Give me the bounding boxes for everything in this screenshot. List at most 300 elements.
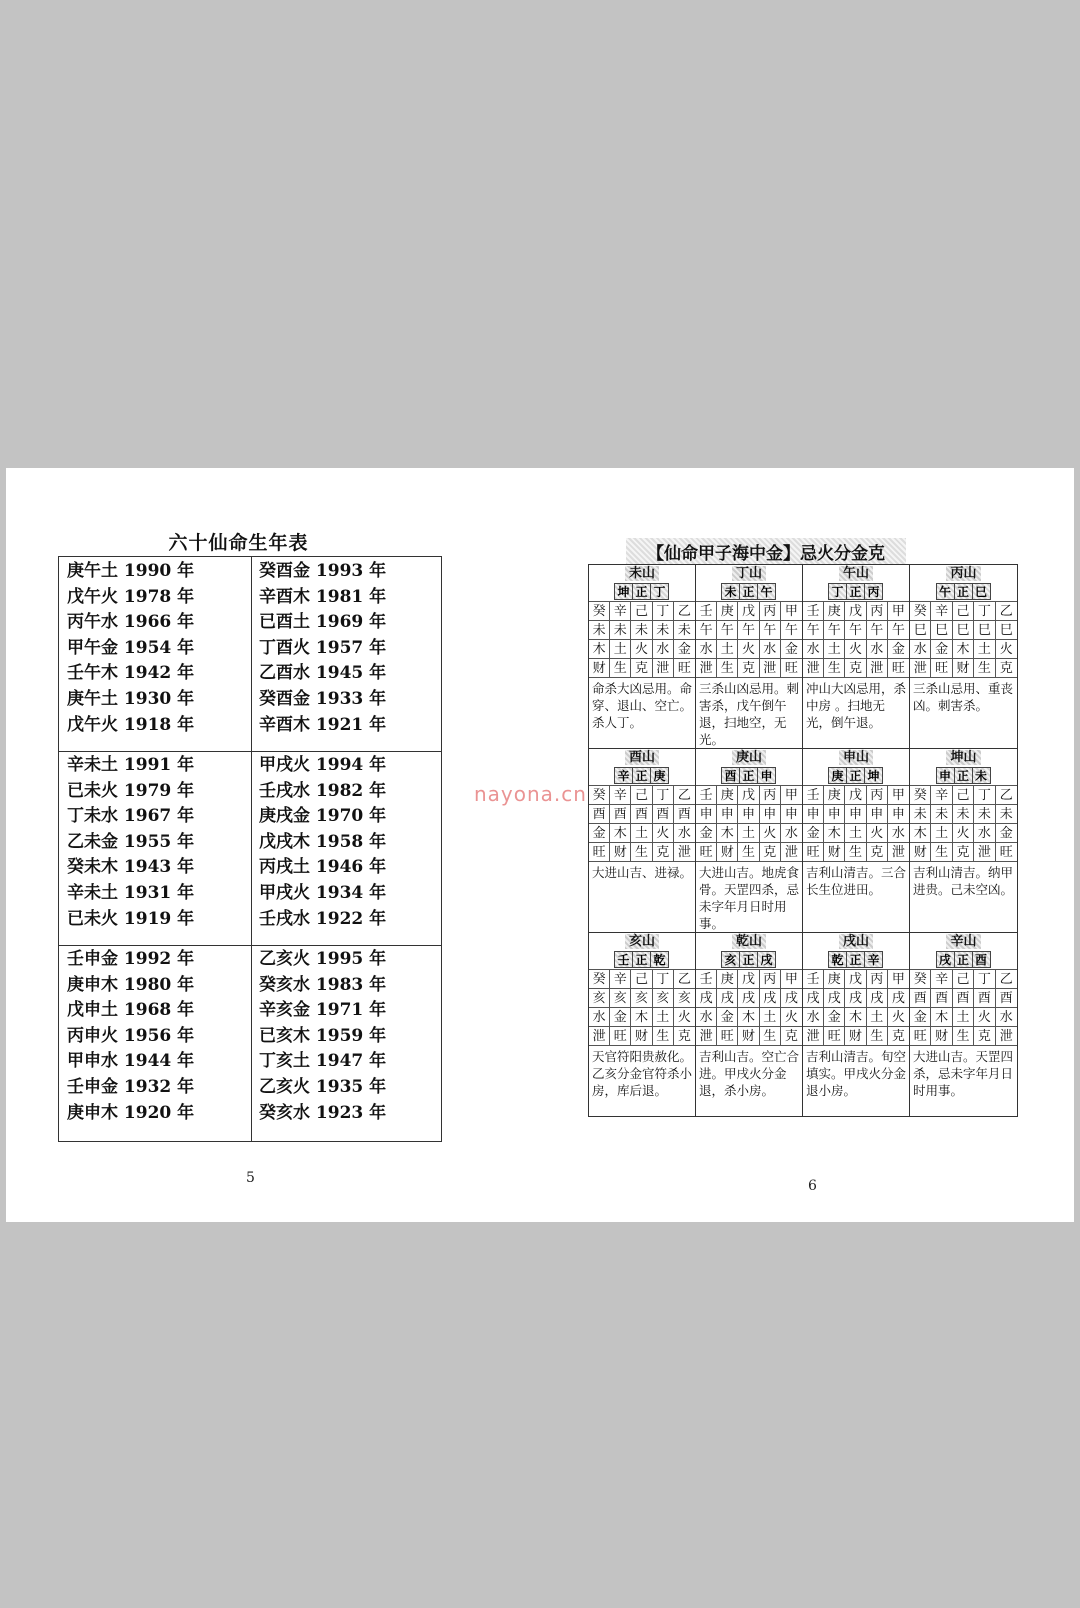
mountain-name xyxy=(910,749,1017,767)
sub-mountain-row xyxy=(910,951,1017,970)
fen-jin-cell: 癸 xyxy=(589,786,610,805)
mountain-block xyxy=(696,565,803,748)
fen-jin-cell: 申 xyxy=(845,805,866,824)
fen-jin-cell: 未 xyxy=(631,621,652,640)
fen-jin-cell: 巳 xyxy=(974,621,995,640)
fen-jin-cell: 金 xyxy=(824,1008,845,1027)
year-entry: 癸亥水 1983 年 xyxy=(259,974,387,995)
fen-jin-cell: 酉 xyxy=(653,805,674,824)
sub-mountain-row xyxy=(803,951,909,970)
fen-jin-cell: 财 xyxy=(738,1027,759,1046)
mountain-grid xyxy=(588,564,1018,1117)
fen-jin-cell: 旺 xyxy=(910,1027,931,1046)
fen-jin-cell: 未 xyxy=(610,621,631,640)
fen-jin-cell: 丙 xyxy=(760,602,781,621)
fen-jin-cell: 克 xyxy=(953,843,974,862)
mountain-name xyxy=(910,565,1017,583)
fen-jin-cell: 金 xyxy=(717,1008,738,1027)
fen-jin-cell: 庚 xyxy=(717,602,738,621)
fen-jin-cell: 财 xyxy=(610,843,631,862)
fen-jin-cells xyxy=(696,970,802,1046)
fen-jin-cell: 亥 xyxy=(653,989,674,1008)
fen-jin-cell: 金 xyxy=(910,1008,931,1027)
fen-jin-cell: 土 xyxy=(824,640,845,659)
mountain-block xyxy=(696,933,803,1116)
fen-jin-cell: 辛 xyxy=(610,602,631,621)
fen-jin-cell: 戊 xyxy=(738,786,759,805)
fen-jin-cell: 财 xyxy=(631,1027,652,1046)
sub-mountain: 正 xyxy=(739,583,758,600)
fen-jin-cell: 辛 xyxy=(610,786,631,805)
fen-jin-cell: 甲 xyxy=(888,786,909,805)
fen-jin-cell: 土 xyxy=(867,1008,888,1027)
fen-jin-cell: 乙 xyxy=(674,602,695,621)
fen-jin-cell: 午 xyxy=(781,621,802,640)
mountain-name-text: 酉山 xyxy=(625,750,659,765)
year-entry: 已未火 1979 年 xyxy=(67,780,195,801)
fen-jin-cell: 土 xyxy=(931,824,952,843)
fen-jin-cells xyxy=(803,970,909,1046)
year-entry: 庚午土 1990 年 xyxy=(67,561,195,581)
mountain-name xyxy=(696,749,802,767)
fen-jin-cell: 未 xyxy=(674,621,695,640)
mountain-name xyxy=(803,565,909,583)
fen-jin-cell: 戌 xyxy=(781,989,802,1008)
left-page-number: 5 xyxy=(246,1170,255,1186)
fen-jin-cell: 木 xyxy=(631,1008,652,1027)
sub-mountain: 未 xyxy=(972,767,991,784)
fen-jin-cell: 水 xyxy=(781,824,802,843)
year-table xyxy=(58,556,442,1142)
mountain-row xyxy=(589,565,1017,749)
year-entry: 戊戌木 1958 年 xyxy=(259,831,387,852)
sub-mountain: 正 xyxy=(632,767,651,784)
fen-jin-cell: 土 xyxy=(974,640,995,659)
fen-jin-cell: 申 xyxy=(760,805,781,824)
fen-jin-cell: 火 xyxy=(974,1008,995,1027)
fen-jin-cell: 火 xyxy=(760,824,781,843)
sub-mountain: 正 xyxy=(632,951,651,968)
sub-mountain-row xyxy=(803,767,909,786)
fen-jin-cell: 壬 xyxy=(696,970,717,989)
year-entry: 癸未木 1943 年 xyxy=(67,857,195,878)
year-entry: 庚戌金 1970 年 xyxy=(259,806,387,827)
fen-jin-cell: 酉 xyxy=(953,989,974,1008)
year-entry: 甲午金 1954 年 xyxy=(67,637,195,658)
sub-mountain: 丁 xyxy=(828,583,847,600)
mountain-name xyxy=(803,933,909,951)
sub-mountain: 巳 xyxy=(972,583,991,600)
fen-jin-cell: 酉 xyxy=(674,805,695,824)
sub-mountain-row xyxy=(696,583,802,602)
year-entry: 甲戌火 1994 年 xyxy=(259,755,387,775)
fen-jin-cell: 亥 xyxy=(610,989,631,1008)
mountain-description: 吉利山清吉。三合长生位进田。 xyxy=(806,865,907,897)
fen-jin-cell: 申 xyxy=(781,805,802,824)
fen-jin-cell: 庚 xyxy=(717,786,738,805)
fen-jin-cell: 未 xyxy=(953,805,974,824)
fen-jin-cell: 巳 xyxy=(910,621,931,640)
fen-jin-cell: 木 xyxy=(738,1008,759,1027)
fen-jin-cell: 泄 xyxy=(803,659,824,678)
year-list xyxy=(259,947,444,1126)
fen-jin-cell: 己 xyxy=(953,602,974,621)
mountain-name-text: 申山 xyxy=(839,750,873,765)
sub-mountain: 乾 xyxy=(828,951,847,968)
sub-mountain: 庚 xyxy=(828,767,847,784)
fen-jin-cell: 火 xyxy=(845,640,866,659)
fen-jin-cell: 亥 xyxy=(589,989,610,1008)
fen-jin-cell: 木 xyxy=(931,1008,952,1027)
fen-jin-cell: 未 xyxy=(653,621,674,640)
fen-jin-cell: 申 xyxy=(888,805,909,824)
fen-jin-cell: 乙 xyxy=(996,786,1017,805)
right-page-title: 【仙命甲子海中金】忌火分金克 xyxy=(626,538,906,565)
fen-jin-cell: 水 xyxy=(803,1008,824,1027)
year-entry: 辛酉木 1981 年 xyxy=(259,586,387,607)
fen-jin-cell: 申 xyxy=(867,805,888,824)
fen-jin-cells xyxy=(589,786,695,862)
fen-jin-cell: 生 xyxy=(610,659,631,678)
fen-jin-cell: 庚 xyxy=(824,970,845,989)
fen-jin-cells xyxy=(696,602,802,678)
mountain-description: 三杀山忌用、重丧凶。刺害杀。 xyxy=(913,681,1014,713)
year-entry: 癸酉金 1933 年 xyxy=(259,688,387,709)
year-entry: 丙午水 1966 年 xyxy=(67,612,195,633)
fen-jin-cell: 庚 xyxy=(824,786,845,805)
mountain-block xyxy=(803,933,910,1116)
fen-jin-cell: 庚 xyxy=(824,602,845,621)
mountain-description: 吉利山清吉。旬空填实。甲戌火分金退小房。 xyxy=(806,1049,907,1098)
mountain-block xyxy=(910,749,1017,932)
mountain-block xyxy=(589,565,696,748)
year-entry: 壬午木 1942 年 xyxy=(67,663,195,684)
fen-jin-cell: 己 xyxy=(631,970,652,989)
fen-jin-cell: 木 xyxy=(845,1008,866,1027)
year-entry: 辛未土 1931 年 xyxy=(67,882,195,903)
fen-jin-cell: 水 xyxy=(888,824,909,843)
fen-jin-cell: 亥 xyxy=(631,989,652,1008)
year-list xyxy=(67,947,252,1126)
fen-jin-cells xyxy=(589,970,695,1046)
fen-jin-cell: 丁 xyxy=(974,970,995,989)
sub-mountain: 酉 xyxy=(721,767,740,784)
mountain-name-text: 亥山 xyxy=(625,934,659,949)
book-spread xyxy=(6,468,1074,1222)
group-divider xyxy=(59,751,441,752)
year-entry: 乙亥火 1935 年 xyxy=(259,1076,387,1097)
fen-jin-cell: 申 xyxy=(738,805,759,824)
sub-mountain: 坤 xyxy=(614,583,633,600)
mountain-description: 大进山吉、进禄。 xyxy=(592,865,693,880)
mountain-description: 吉利山清吉。纳甲进贵。己未空凶。 xyxy=(913,865,1014,897)
fen-jin-cell: 生 xyxy=(738,843,759,862)
fen-jin-cell: 己 xyxy=(631,602,652,621)
fen-jin-cell: 戊 xyxy=(845,602,866,621)
fen-jin-cell: 戌 xyxy=(845,989,866,1008)
sub-mountain: 正 xyxy=(632,583,651,600)
fen-jin-cell: 乙 xyxy=(996,602,1017,621)
fen-jin-cell: 酉 xyxy=(610,805,631,824)
fen-jin-cell: 午 xyxy=(867,621,888,640)
mountain-description: 天官符阳贵赦化。乙亥分金官符杀小房，库后退。 xyxy=(592,1049,693,1098)
fen-jin-cell: 庚 xyxy=(717,970,738,989)
fen-jin-cell: 癸 xyxy=(910,970,931,989)
sub-mountain: 申 xyxy=(936,767,955,784)
fen-jin-cell: 癸 xyxy=(589,970,610,989)
sub-mountain: 正 xyxy=(739,951,758,968)
left-page-title: 六十仙命生年表 xyxy=(168,532,309,554)
year-entry: 辛亥金 1971 年 xyxy=(259,1000,387,1021)
fen-jin-cell: 旺 xyxy=(589,843,610,862)
year-list xyxy=(259,753,444,932)
mountain-name xyxy=(910,933,1017,951)
fen-jin-cell: 午 xyxy=(738,621,759,640)
fen-jin-cell: 财 xyxy=(931,1027,952,1046)
year-entry: 乙未金 1955 年 xyxy=(67,831,195,852)
fen-jin-cell: 财 xyxy=(910,843,931,862)
fen-jin-cell: 申 xyxy=(696,805,717,824)
fen-jin-cell: 乙 xyxy=(674,786,695,805)
fen-jin-cell: 金 xyxy=(931,640,952,659)
mountain-description: 命杀大凶忌用。命穿、退山、空亡。杀人丁。 xyxy=(592,681,693,730)
fen-jin-cell: 酉 xyxy=(589,805,610,824)
mountain-description: 大进山吉。地虎食骨。天罡四杀，忌未字年月日时用事。 xyxy=(699,865,800,931)
fen-jin-cell: 金 xyxy=(610,1008,631,1027)
mountain-block xyxy=(910,933,1017,1116)
year-list xyxy=(259,559,444,738)
mountain-name xyxy=(803,749,909,767)
sub-mountain: 正 xyxy=(954,583,973,600)
year-entry: 庚申木 1980 年 xyxy=(67,974,195,995)
fen-jin-cell: 辛 xyxy=(931,970,952,989)
fen-jin-cell: 财 xyxy=(953,659,974,678)
mountain-block xyxy=(803,565,910,748)
fen-jin-cell: 丙 xyxy=(760,786,781,805)
fen-jin-cell: 木 xyxy=(589,640,610,659)
fen-jin-cell: 巳 xyxy=(996,621,1017,640)
fen-jin-cell: 水 xyxy=(589,1008,610,1027)
fen-jin-cells xyxy=(803,786,909,862)
fen-jin-cell: 申 xyxy=(717,805,738,824)
fen-jin-cell: 水 xyxy=(653,640,674,659)
sub-mountain-row xyxy=(589,767,695,786)
fen-jin-cell: 戌 xyxy=(824,989,845,1008)
fen-jin-cell: 生 xyxy=(631,843,652,862)
fen-jin-cell: 旺 xyxy=(803,843,824,862)
sub-mountain: 庚 xyxy=(650,767,669,784)
fen-jin-cell: 水 xyxy=(760,640,781,659)
mountain-block xyxy=(589,749,696,932)
mountain-block xyxy=(803,749,910,932)
fen-jin-cell: 丁 xyxy=(653,970,674,989)
sub-mountain: 申 xyxy=(757,767,776,784)
fen-jin-cell: 旺 xyxy=(996,843,1017,862)
right-page-number: 6 xyxy=(808,1178,817,1194)
fen-jin-cell: 生 xyxy=(931,843,952,862)
fen-jin-cell: 火 xyxy=(781,1008,802,1027)
fen-jin-cell: 泄 xyxy=(696,1027,717,1046)
fen-jin-cell: 甲 xyxy=(888,970,909,989)
fen-jin-cell: 癸 xyxy=(910,602,931,621)
fen-jin-cell: 土 xyxy=(610,640,631,659)
fen-jin-cell: 金 xyxy=(696,824,717,843)
year-entry: 戊午火 1918 年 xyxy=(67,714,195,735)
fen-jin-cell: 克 xyxy=(996,659,1017,678)
sub-mountain: 戌 xyxy=(936,951,955,968)
year-entry: 辛酉木 1921 年 xyxy=(259,714,387,735)
fen-jin-cell: 午 xyxy=(803,621,824,640)
fen-jin-cell: 土 xyxy=(653,1008,674,1027)
fen-jin-cell: 火 xyxy=(738,640,759,659)
mountain-description: 三杀山凶忌用。刺害杀，戊午倒午退，扫地空，无光。 xyxy=(699,681,800,747)
mountain-row xyxy=(589,749,1017,933)
mountain-name-text: 未山 xyxy=(625,566,659,581)
year-entry: 丙申火 1956 年 xyxy=(67,1025,195,1046)
fen-jin-cell: 午 xyxy=(824,621,845,640)
sub-mountain-row xyxy=(589,951,695,970)
sub-mountain: 正 xyxy=(739,767,758,784)
year-entry: 已酉土 1969 年 xyxy=(259,612,387,633)
year-entry: 已未火 1919 年 xyxy=(67,908,195,929)
sub-mountain-row xyxy=(803,583,909,602)
sub-mountain: 坤 xyxy=(864,767,883,784)
fen-jin-cell: 水 xyxy=(696,1008,717,1027)
fen-jin-cell: 土 xyxy=(953,1008,974,1027)
fen-jin-cell: 财 xyxy=(845,1027,866,1046)
year-entry: 甲申水 1944 年 xyxy=(67,1051,195,1072)
fen-jin-cell: 酉 xyxy=(631,805,652,824)
fen-jin-cell: 克 xyxy=(760,843,781,862)
mountain-name xyxy=(589,565,695,583)
fen-jin-cell: 泄 xyxy=(910,659,931,678)
fen-jin-cell: 巳 xyxy=(931,621,952,640)
fen-jin-cell: 火 xyxy=(867,824,888,843)
fen-jin-cell: 甲 xyxy=(781,602,802,621)
fen-jin-cells xyxy=(910,970,1017,1046)
fen-jin-cell: 未 xyxy=(974,805,995,824)
fen-jin-cell: 克 xyxy=(974,1027,995,1046)
fen-jin-cell: 巳 xyxy=(953,621,974,640)
sub-mountain: 未 xyxy=(721,583,740,600)
fen-jin-cell: 泄 xyxy=(803,1027,824,1046)
year-entry: 甲戌火 1934 年 xyxy=(259,882,387,903)
fen-jin-cell: 丙 xyxy=(867,970,888,989)
year-entry: 庚午土 1930 年 xyxy=(67,688,195,709)
year-list xyxy=(67,559,252,738)
fen-jin-cell: 火 xyxy=(953,824,974,843)
fen-jin-cell: 甲 xyxy=(781,970,802,989)
fen-jin-cell: 泄 xyxy=(974,843,995,862)
fen-jin-cell: 酉 xyxy=(931,989,952,1008)
fen-jin-cell: 泄 xyxy=(653,659,674,678)
sub-mountain: 乾 xyxy=(650,951,669,968)
fen-jin-cell: 戊 xyxy=(845,970,866,989)
fen-jin-cell: 金 xyxy=(803,824,824,843)
fen-jin-cell: 甲 xyxy=(888,602,909,621)
mountain-name-text: 辛山 xyxy=(946,934,980,949)
fen-jin-cell: 克 xyxy=(653,843,674,862)
sub-mountain: 丙 xyxy=(864,583,883,600)
fen-jin-cell: 生 xyxy=(717,659,738,678)
fen-jin-cell: 午 xyxy=(845,621,866,640)
fen-jin-cell: 泄 xyxy=(867,659,888,678)
fen-jin-cell: 丁 xyxy=(653,786,674,805)
fen-jin-cell: 丁 xyxy=(974,602,995,621)
fen-jin-cell: 克 xyxy=(631,659,652,678)
fen-jin-cell: 土 xyxy=(631,824,652,843)
fen-jin-cell: 生 xyxy=(824,659,845,678)
fen-jin-cell: 己 xyxy=(953,786,974,805)
year-entry: 乙酉水 1945 年 xyxy=(259,663,387,684)
mountain-row xyxy=(589,933,1017,1116)
fen-jin-cell: 壬 xyxy=(696,602,717,621)
sub-mountain: 午 xyxy=(936,583,955,600)
fen-jin-cell: 泄 xyxy=(696,659,717,678)
sub-mountain: 壬 xyxy=(614,951,633,968)
fen-jin-cell: 金 xyxy=(589,824,610,843)
fen-jin-cell: 壬 xyxy=(803,970,824,989)
fen-jin-cell: 火 xyxy=(653,824,674,843)
fen-jin-cell: 木 xyxy=(953,640,974,659)
fen-jin-cell: 克 xyxy=(845,659,866,678)
mountain-name xyxy=(589,749,695,767)
fen-jin-cell: 金 xyxy=(888,640,909,659)
mountain-name xyxy=(696,565,802,583)
sub-mountain: 辛 xyxy=(864,951,883,968)
fen-jin-cell: 木 xyxy=(717,824,738,843)
sub-mountain: 亥 xyxy=(721,951,740,968)
fen-jin-cell: 生 xyxy=(653,1027,674,1046)
mountain-description: 吉利山吉。空亡合进。甲戌火分金退，杀小房。 xyxy=(699,1049,800,1098)
year-entry: 癸亥水 1923 年 xyxy=(259,1102,387,1123)
fen-jin-cell: 未 xyxy=(996,805,1017,824)
fen-jin-cell: 戌 xyxy=(717,989,738,1008)
fen-jin-cell: 丙 xyxy=(867,786,888,805)
fen-jin-cell: 财 xyxy=(717,843,738,862)
sub-mountain-row xyxy=(696,951,802,970)
sub-mountain: 午 xyxy=(757,583,776,600)
fen-jin-cell: 克 xyxy=(888,1027,909,1046)
fen-jin-cell: 申 xyxy=(803,805,824,824)
fen-jin-cell: 丁 xyxy=(974,786,995,805)
mountain-description: 冲山大凶忌用，杀中房 。扫地无光，倒午退。 xyxy=(806,681,907,730)
year-entry: 庚申木 1920 年 xyxy=(67,1102,195,1123)
fen-jin-cell: 丙 xyxy=(867,602,888,621)
year-entry: 壬申金 1932 年 xyxy=(67,1076,195,1097)
fen-jin-cell: 申 xyxy=(824,805,845,824)
fen-jin-cell: 火 xyxy=(674,1008,695,1027)
fen-jin-cell: 克 xyxy=(674,1027,695,1046)
fen-jin-cell: 未 xyxy=(910,805,931,824)
year-entry: 壬戌水 1922 年 xyxy=(259,908,387,929)
year-entry: 丁酉火 1957 年 xyxy=(259,637,387,658)
fen-jin-cell: 午 xyxy=(717,621,738,640)
fen-jin-cell: 壬 xyxy=(803,602,824,621)
mountain-block xyxy=(696,749,803,932)
fen-jin-cell: 午 xyxy=(696,621,717,640)
sub-mountain-row xyxy=(589,583,695,602)
fen-jin-cell: 酉 xyxy=(910,989,931,1008)
fen-jin-cell: 泄 xyxy=(888,843,909,862)
fen-jin-cell: 亥 xyxy=(674,989,695,1008)
sub-mountain: 酉 xyxy=(972,951,991,968)
sub-mountain-row xyxy=(910,767,1017,786)
fen-jin-cell: 酉 xyxy=(996,989,1017,1008)
fen-jin-cells xyxy=(696,786,802,862)
sub-mountain: 正 xyxy=(846,583,865,600)
mountain-block xyxy=(589,933,696,1116)
